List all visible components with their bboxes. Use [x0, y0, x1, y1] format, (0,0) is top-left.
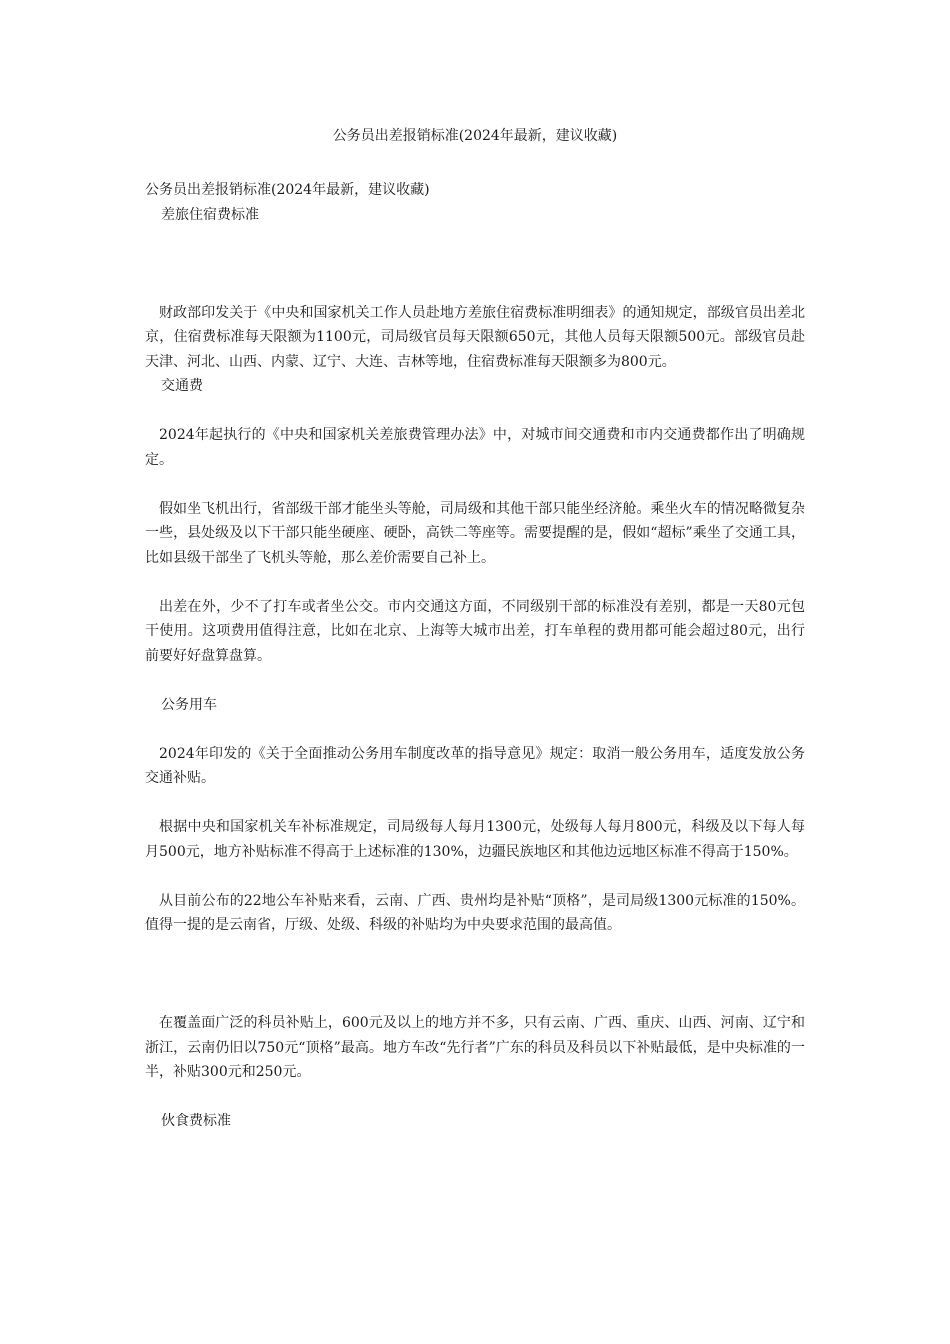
paragraph-car-subsidy-regions: 从目前公布的22地公车补贴来看，云南、广西、贵州均是补贴“顶格”，是司局级1300元标准的150%。值得一提的是云南省，厅级、处级、科级的补贴均为中央要求范围的最高值。 — [145, 892, 805, 933]
paragraph-transport-flight-train: 假如坐飞机出行，省部级干部才能坐头等舱，司局级和其他干部只能坐经济舱。乘坐火车的情况略微复杂一些，县处级及以下干部只能坐硬座、硬卧，高铁二等座等。需要提醒的是，假如“超标”乘坐了交通工具，比如县级干部坐了飞机头等舱，那么差价需要自己补上。 — [145, 500, 805, 566]
spacer — [145, 938, 805, 1012]
spacer — [145, 1085, 805, 1110]
section-heading-official-car: 公务用车 — [161, 696, 217, 713]
spacer — [145, 570, 805, 595]
section-heading-lodging: 差旅住宿费标准 — [161, 206, 259, 223]
paragraph-car-subsidy-standard: 根据中央和国家机关车补标准规定，司局级每人每月1300元，处级每人每月800元，科级及以下每人每月500元，地方补贴标准不得高于上述标准的130%，边疆民族地区和其他边远地区标准不得高于150%。 — [145, 819, 805, 860]
paragraph-clerk-subsidy: 在覆盖面广泛的科员补贴上，600元及以上的地方并不多，只有云南、广西、重庆、山西、河南、辽宁和浙江，云南仍旧以750元“顶格”最高。地方车改“先行者”广东的科员及科员以下补贴最低，是中央标准的一半，补贴300元和250元。 — [145, 1015, 805, 1080]
spacer — [145, 227, 805, 301]
paragraph-lodging-standard: 财政部印发关于《中央和国家机关工作人员赴地方差旅住宿费标准明细表》的通知规定，部级官员出差北京，住宿费标准每天限额为1100元，司局级官员每天限额650元，其他人员每天限额500元。部级官员赴天津、河北、山西、内蒙、辽宁、大连、吉林等地，住宿费标准每天限额多为800元。 — [145, 304, 805, 370]
section-heading-transport: 交通费 — [161, 378, 203, 394]
document-body — [145, 178, 805, 1134]
section-heading-meal: 伙食费标准 — [161, 1113, 231, 1129]
spacer — [145, 717, 805, 742]
intro-title: 公务员出差报销标准(2024年最新，建议收藏) — [145, 182, 430, 198]
spacer — [145, 399, 805, 424]
spacer — [145, 472, 805, 497]
spacer — [145, 864, 805, 889]
spacer — [145, 668, 805, 693]
document-header-title: 公务员出差报销标准(2024年最新，建议收藏) — [332, 128, 618, 144]
paragraph-transport-city: 出差在外，少不了打车或者坐公交。市内交通这方面，不同级别干部的标准没有差别，都是一天80元包干使用。这项费用值得注意，比如在北京、上海等大城市出差，打车单程的费用都可能会超过80元，出行前要好好盘算盘算。 — [145, 598, 805, 664]
paragraph-transport-regulation: 2024年起执行的《中央和国家机关差旅费管理办法》中，对城市间交通费和市内交通费都作出了明确规定。 — [145, 427, 805, 468]
spacer — [145, 791, 805, 816]
paragraph-car-reform: 2024年印发的《关于全面推动公务用车制度改革的指导意见》规定：取消一般公务用车，适度发放公务交通补贴。 — [145, 745, 805, 786]
